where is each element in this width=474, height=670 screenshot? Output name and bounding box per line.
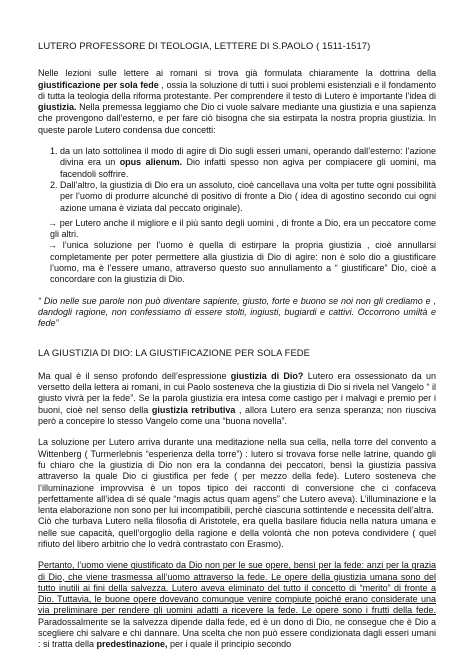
- list-item-2-text: Dall’altro, la giustizia di Dio era un assoluto, cioè cancellava una volta per tutte ogni possibilità per l’uomo di produrre alcunché di positivo di fronte a Dio ( idea di agostino secondo cui ogni azione umana è viziata dal peccato originale).: [60, 179, 436, 213]
- sec-p4-underlined: Pertanto, l’uomo viene giustificato da Dio non per le sue opere, bensì per la fede: anzi per la grazia di Dio, che viene trasmessa all’uomo attraverso la fede. Le opere della giustizia umana sono del tutto inutili ai fini della salvezza. Lutero aveva eliminato del tutto il concetto di “merito” di fronte a Dio. Tuttavia, le buone opere dovevano comunque venire compiute poiché erano considerate una via preliminare per rendere gli uomini adatti a ricevere la fede. Le opere sono i frutti della fede.: [38, 560, 436, 616]
- intro-text-a: Nelle lezioni sulle lettere ai romani si trova già formulata chiaramente la dottrina della: [38, 68, 436, 79]
- concepts-list: [38, 146, 436, 214]
- sec-p1-text-a: Ma qual è il senso profondo dell’espressione: [38, 370, 231, 381]
- list-item: [60, 180, 436, 214]
- section-heading: LA GIUSTIZIA DI DIO: LA GIUSTIFICAZIONE PER SOLA FEDE: [38, 346, 311, 358]
- page-title: LUTERO PROFESSORE DI TEOLOGIA, LETTERE DI S.PAOLO ( 1511-1517): [38, 40, 371, 51]
- arrow-note-1: → per Lutero anche il migliore e il più santo degli uomini , di fronte a Dio, era un peccatore come gli altri.: [48, 217, 436, 240]
- sec-p1-text-e: , allora Lutero era senza speranza; non riusciva però a concepire lo stesso Vangelo come una “buona novella”.: [38, 404, 436, 427]
- list-item-1-text-c: Dio infatti spesso non agiva per compiacere gli uomini, ma facendoli soffrire.: [60, 157, 436, 179]
- section-paragraph-3: Ciò che turbava Lutero nella filosofia di Aristotele, era quella basilare fiducia nella natura umana e nelle sue capacità, quell’orgoglio della ragione e della volontà che non poteva condividere ( quel rifiuto del libero arbitrio che lo vedrà contrastato con Erasmo).: [38, 516, 436, 549]
- sec-p1-bold-retributive: giustizia retributiva: [151, 404, 236, 415]
- sec-p1-bold-justice-of-god: giustizia di Dio?: [230, 370, 304, 381]
- list-item-1-text-a: da un lato sottolinea il modo di agire di Dio sugli esseri umani, operando dall’esterno: l’azione divina era un: [60, 146, 436, 168]
- arrow-notes: [38, 218, 436, 286]
- intro-text-c: , ossia la soluzione di tutti i suoi problemi esistenziali e il fondamento di tutta la teologia della riforma protestante. Per comprendere il testo di Lutero è importante l’idea di: [38, 79, 436, 101]
- luther-quote: “ Dio nelle sue parole non può diventare sapiente, giusto, forte e buono se noi non gli crediamo e , dandogli ragione, non confessiamo di essere stolti, ingiusti, bugiardi e cattivi. Occorrono umiltà e fede”: [38, 295, 436, 329]
- list-item: [60, 146, 436, 180]
- arrow-note-2: → l’unica soluzione per l’uomo è quella di estirpare la propria giustizia , cioè annullarsi completamente per poter permettere alla giustizia di Dio di agire: non è solo dio a giustificare l’uomo, ma è l’essere umano, attraverso questo suo annullamento a “ giustificare” Dio, cioè a concordare con la giustizia di Dio.: [48, 240, 436, 285]
- document-body: [38, 40, 436, 661]
- intro-text-e: Nella premessa leggiamo che Dio ci vuole salvare mediante una giustizia e una sapienza che provengono dall’esterno, e per fare ciò bisogna che sia estirpata la nostra propria giustizia. In queste parole Lutero condensa due concetti:: [38, 102, 436, 135]
- sec-p4-text-d: per i quale il principio secondo: [167, 639, 292, 650]
- intro-bold-justification: giustificazione per sola fede: [38, 79, 159, 90]
- list-item-1-bold: opus alienum.: [119, 157, 183, 168]
- section-paragraph-4: [38, 560, 436, 650]
- section-paragraph-1: [38, 371, 436, 427]
- sec-p1-text-c: Lutero era ossessionato da un versetto della lettera ai romani, in cui Paolo sosteneva che la giustizia di Dio si rivela nel Vangelo “ il giusto vivrà per la fede”. Se la parola giustizia era intesa come castigo per i malvagi e premio per i buoni, cioè nel senso della: [38, 370, 437, 415]
- sec-p4-bold-predestination: predestinazione,: [96, 639, 168, 650]
- sec-p4-text-b: Paradossalmente se la salvezza dipende dalla fede, ed è un dono di Dio, ne consegue che è Dio a scegliere chi salvare e chi dannare. Una scelta che non può essere condizionata dagli esseri umani : si tratta della: [38, 616, 436, 650]
- section-paragraph-2: La soluzione per Lutero arriva durante una meditazione nella sua cella, nella torre del convento a Wittenberg ( Turmerlebnis “esperienza della torre”) : lutero si trovava forse nelle latrine, quando gli fu chiaro che la giustizia di Dio non era la condanna dei peccatori, bensì la giustizia passiva attraverso la quale Dio ci giustifica per fede ( per mezzo della fede). Lutero sosteneva che l’illuminazione improvvisa è un topos tipico dei racconti di conversione che ci confaceva perfettamente all’idea di sé quale “magis actus quam agens” che Lutero aveva). L’illuminazione e la lenta elaborazione non sono per lui incompatibili, perchè ciascuna sottintende e necessita dell’altra.: [38, 437, 436, 516]
- intro-bold-justice: giustizia.: [38, 102, 77, 113]
- intro-paragraph: [38, 68, 436, 136]
